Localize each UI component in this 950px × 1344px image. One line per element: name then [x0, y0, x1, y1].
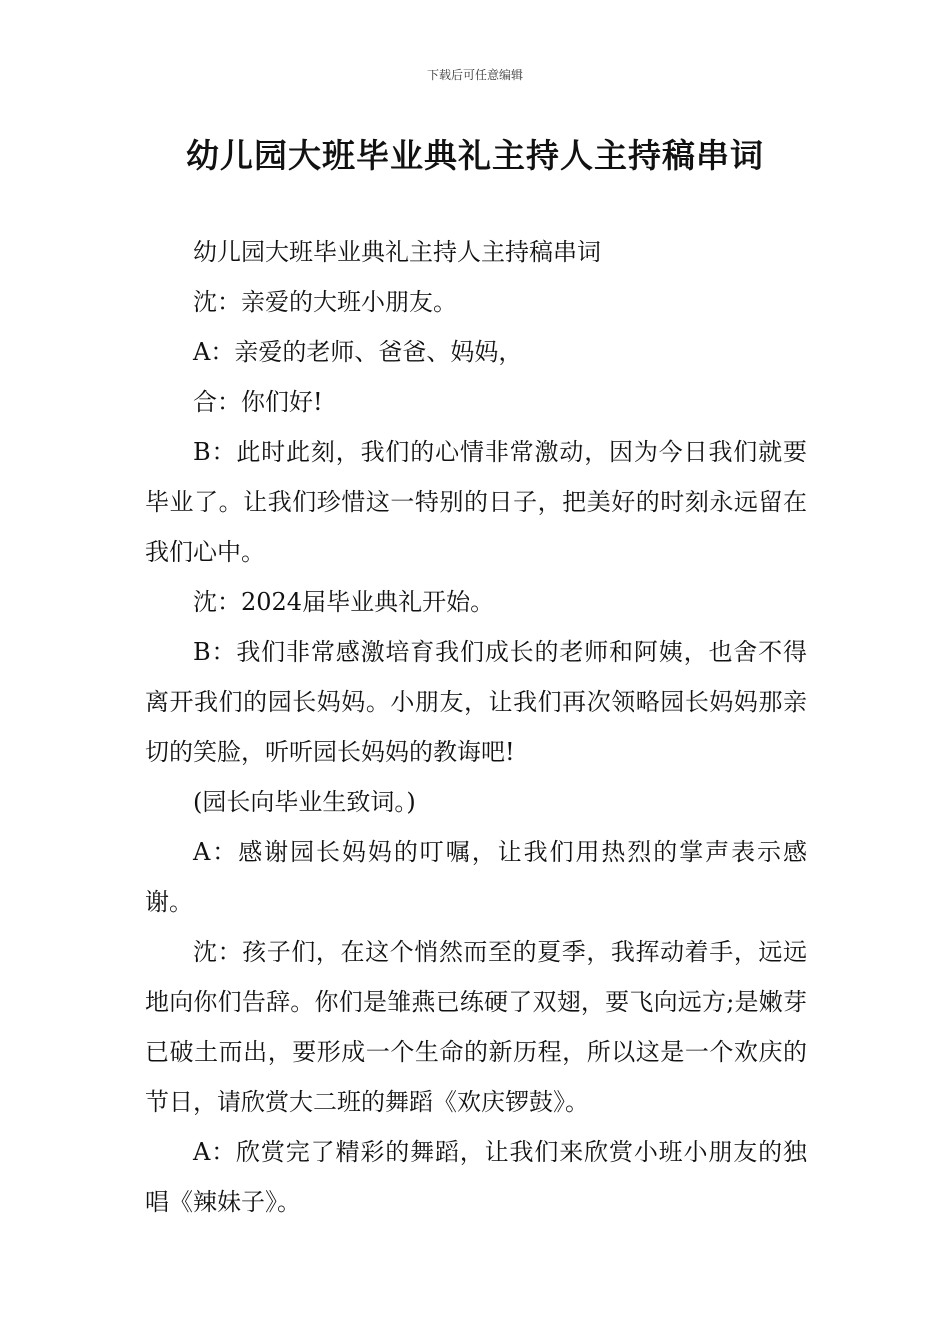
paragraph: B：我们非常感激培育我们成长的老师和阿姨，也舍不得离开我们的园长妈妈。小朋友，让我们再次领略园长妈妈那亲切的笑脸，听听园长妈妈的教诲吧!	[145, 638, 807, 766]
paragraph: 沈：2024届毕业典礼开始。	[193, 588, 495, 616]
paragraph: 幼儿园大班毕业典礼主持人主持稿串词	[193, 238, 601, 266]
document-body	[145, 227, 807, 1227]
paragraph: 合：你们好!	[193, 388, 323, 416]
paragraph: A：欣赏完了精彩的舞蹈，让我们来欣赏小班小朋友的独唱《辣妹子》。	[145, 1138, 807, 1216]
header-note: 下载后可任意编辑	[426, 68, 523, 82]
document-title: 幼儿园大班毕业典礼主持人主持稿串词	[186, 136, 764, 175]
paragraph: A：亲爱的老师、爸爸、妈妈，	[193, 338, 523, 366]
paragraph: (园长向毕业生致词。)	[193, 788, 416, 816]
paragraph: 沈：亲爱的大班小朋友。	[193, 288, 457, 316]
paragraph: B：此时此刻，我们的心情非常激动，因为今日我们就要毕业了。让我们珍惜这一特别的日子，把美好的时刻永远留在我们心中。	[145, 438, 807, 566]
paragraph: 沈：孩子们，在这个悄然而至的夏季，我挥动着手，远远地向你们告辞。你们是雏燕已练硬了双翅，要飞向远方;是嫩芽已破土而出，要形成一个生命的新历程，所以这是一个欢庆的节日，请欣赏大二班的舞蹈《欢庆锣鼓》。	[145, 938, 807, 1116]
paragraph: A：感谢园长妈妈的叮嘱，让我们用热烈的掌声表示感谢。	[145, 838, 807, 916]
